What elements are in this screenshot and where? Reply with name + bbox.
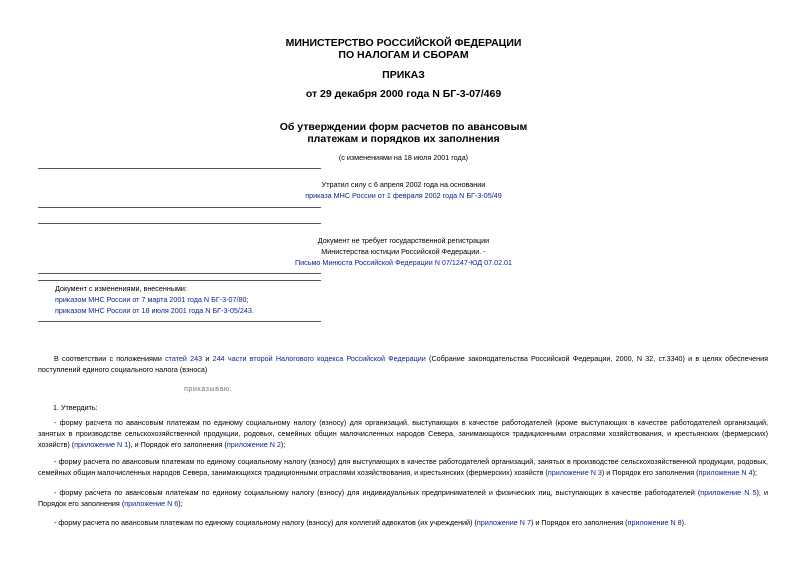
list-item-text: - форму расчета по авансовым платежам по единому социальному налогу (взносу) для индивидуальных предпринимателей и физических лиц, выступающих в качестве работодателей (: [54, 488, 701, 497]
list-item: [38, 487, 768, 509]
changes-item: [55, 306, 254, 316]
preamble-text: В соответствии с положениями: [54, 354, 166, 363]
list-item-text: ) и Порядок его заполнения (: [530, 518, 628, 527]
divider: [38, 223, 321, 224]
appendix-3-link[interactable]: приложение N 3: [547, 468, 602, 477]
divider: [38, 273, 321, 274]
list-item-text: ), и Порядок его заполнения (: [128, 440, 227, 449]
appendix-6-link[interactable]: приложение N 6: [124, 499, 179, 508]
list-item-text: - форму расчета по авансовым платежам по единому социальному налогу (взносу) для коллегий адвокатов (их учреждений) (: [54, 518, 477, 527]
article-243-link[interactable]: статей 243: [165, 354, 203, 363]
document-type: ПРИКАЗ: [382, 69, 425, 81]
preamble-text: (Собрание законодательства Российской Федерации, 2000, N 32, ст.3340) и в целях обеспечения поступлений единого социального налога (взноса): [38, 354, 769, 374]
divider: [38, 168, 321, 169]
divider: [38, 321, 321, 322]
changes-item: [55, 295, 248, 305]
registration-letter-link[interactable]: Письмо Минюста Российской Федерации N 07/1247-ЮД 07.02.01: [294, 258, 513, 267]
list-item: [38, 456, 768, 478]
lost-force-link[interactable]: приказа МНС России от 1 февраля 2002 года N БГ-3-05/49: [305, 191, 502, 200]
appendix-2-link[interactable]: приложение N 2: [226, 440, 281, 449]
preamble-text: и: [202, 354, 213, 363]
divider: [38, 207, 321, 208]
change-order-link-1[interactable]: приказом МНС России от 7 марта 2001 года N БГ-3-07/80;: [55, 295, 249, 304]
change-order-link-2[interactable]: приказом МНС России от 18 июля 2001 года N БГ-3-05/243.: [55, 306, 254, 315]
list-item-text: ), и Порядок его заполнения (: [38, 488, 768, 508]
document-date-number: от 29 декабря 2000 года N БГ-3-07/469: [305, 88, 502, 100]
changes-intro: Документ с изменениями, внесенными:: [55, 284, 187, 293]
preamble-paragraph: [38, 353, 768, 375]
appendix-4-link[interactable]: приложение N 4: [698, 468, 753, 477]
list-item-text: - форму расчета по авансовым платежам по единому социальному налогу (взносу) для выступающих в качестве работодателей организаций, занятых в производстве сельскохозяйственной продукции, родовых, семейных общин малочисленных народов Севера, занимающихся традиционными отраслями хозяйствования, и крестьянских (фермерских) хозяйств (: [38, 457, 768, 477]
lost-force-order: [0, 191, 807, 201]
registration-letter: [0, 258, 807, 268]
ministry-name-line2: ПО НАЛОГАМ И СБОРАМ: [338, 49, 469, 61]
appendix-5-link[interactable]: приложение N 5: [700, 488, 757, 497]
order-word: приказываю:: [184, 384, 233, 393]
list-item-text: - форму расчета по авансовым платежам по единому социальному налогу (взносу) для организаций, выступающих в качестве работодателей (кроме выступающих в качестве работодателей организаций, занятых в производстве сельскохозяйственной продукции, родовых, семейных общин малочисленных народов Севера, занимающихся традиционными отраслями хозяйствования, и крестьянских (фермерских) хозяйств) (: [38, 418, 768, 449]
appendix-1-link[interactable]: приложение N 1: [74, 440, 129, 449]
list-item-text: ).: [681, 518, 687, 527]
registration-line2: Министерства юстиции Российской Федерации. -: [321, 247, 486, 256]
appendix-8-link[interactable]: приложение N 8: [627, 518, 682, 527]
list-item-text: );: [280, 440, 286, 449]
list-item-text: );: [178, 499, 183, 508]
list-item: [38, 417, 768, 450]
approve-heading: 1. Утвердить:: [53, 403, 98, 412]
list-item-text: ) и Порядок его заполнения (: [601, 468, 699, 477]
document-title-line1: Об утверждении форм расчетов по авансовым: [279, 121, 528, 133]
lost-force-text: Утратил силу с 6 апреля 2002 года на основании: [321, 180, 486, 189]
document-title-line2: платежам и порядков их заполнения: [307, 133, 500, 145]
divider: [38, 280, 321, 281]
list-item-text: );: [752, 468, 757, 477]
ministry-name-line1: МИНИСТЕРСТВО РОССИЙСКОЙ ФЕДЕРАЦИИ: [285, 37, 522, 49]
list-item: [38, 517, 768, 528]
amendments-note: (с изменениями на 18 июля 2001 года): [338, 153, 469, 162]
tax-code-link[interactable]: 244 части второй Налогового кодекса Российской Федерации: [212, 354, 426, 363]
appendix-7-link[interactable]: приложение N 7: [476, 518, 531, 527]
registration-line1: Документ не требует государственной регистрации: [317, 236, 490, 245]
